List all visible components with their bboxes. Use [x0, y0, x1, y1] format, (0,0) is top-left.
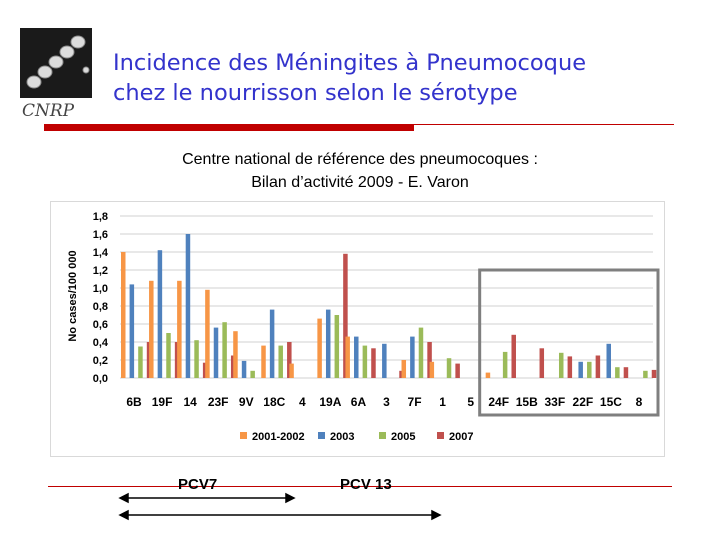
bar-18C-2005: [278, 346, 283, 378]
bar-22F-2003: [578, 362, 583, 378]
title-underline-thin: [414, 124, 674, 125]
y-tick-label: 1,2: [92, 265, 108, 277]
bar-23F-2005: [222, 322, 227, 378]
legend-swatch-2005: [379, 432, 386, 439]
bar-15C-2003: [606, 344, 611, 378]
y-tick-label: 1,4: [92, 247, 108, 259]
x-tick-label: 15C: [599, 395, 622, 409]
cnrp-logo: [20, 28, 92, 120]
y-tick-label: 0,4: [92, 337, 108, 349]
bar-33F-2007: [568, 356, 573, 378]
bar-7F-2001-2002: [402, 360, 407, 378]
slide-subtitle: [100, 148, 620, 194]
x-tick-label: 33F: [544, 395, 566, 409]
pcv7-arrow-right-head: [286, 494, 294, 502]
legend-swatch-2007: [437, 432, 444, 439]
bar-14-2003: [186, 234, 191, 378]
bar-9V-2005: [250, 371, 255, 378]
pcv13-arrow-left-head: [120, 511, 128, 519]
bar-24F-2001-2002: [486, 373, 491, 378]
legend-swatch-2001-2002: [240, 432, 247, 439]
x-tick-label: 23F: [207, 395, 229, 409]
chart-frame: [51, 202, 665, 457]
pcv13-label: PCV 13: [340, 476, 392, 493]
bar-9V-2003: [242, 361, 247, 378]
x-tick-label: 6A: [350, 395, 367, 409]
x-tick-label: 24F: [488, 395, 510, 409]
bar-6A-2005: [363, 346, 368, 378]
legend-label: 2007: [449, 431, 474, 443]
slide-title: [113, 48, 713, 108]
title-underline: [44, 124, 414, 131]
pcv7-label: PCV7: [178, 476, 218, 493]
y-axis-label: No cases/100 000: [67, 250, 79, 342]
bar-19A-2005: [335, 315, 340, 378]
bar-15B-2007: [540, 348, 545, 378]
bar-3-2003: [382, 344, 387, 378]
vaccine-coverage-arrows: [110, 488, 450, 524]
bar-19F-2003: [158, 250, 163, 378]
y-tick-label: 1,8: [92, 211, 108, 223]
bar-7F-2005: [419, 328, 424, 378]
x-tick-label: 1: [439, 395, 446, 409]
x-tick-label: 19A: [319, 395, 342, 409]
subtitle-line-1: Centre national de référence des pneumocoques :: [182, 151, 538, 168]
pcv7-arrow-left-head: [120, 494, 128, 502]
bar-6A-2001-2002: [345, 337, 350, 378]
bar-23F-2001-2002: [205, 290, 210, 378]
x-tick-label: 4: [298, 395, 306, 409]
bar-4-2001-2002: [289, 364, 294, 378]
bar-24F-2007: [511, 335, 516, 378]
bar-15C-2005: [615, 367, 620, 378]
bar-14-2005: [194, 340, 199, 378]
bar-15C-2007: [624, 367, 629, 378]
bar-22F-2007: [596, 356, 601, 379]
bar-6B-2005: [138, 347, 143, 379]
bar-19A-2001-2002: [317, 319, 322, 378]
x-tick-label: 14: [183, 395, 197, 409]
y-tick-label: 0,0: [92, 373, 108, 385]
bar-7F-2003: [410, 337, 415, 378]
x-tick-label: 9V: [238, 395, 254, 409]
bar-18C-2001-2002: [261, 346, 266, 378]
legend-label: 2003: [330, 431, 355, 443]
bar-9V-2001-2002: [233, 331, 238, 378]
title-line-1: Incidence des Méningites à Pneumocoque: [113, 50, 587, 76]
legend-label: 2001-2002: [252, 431, 305, 443]
logo-text: CNRP: [22, 101, 75, 120]
bar-19F-2001-2002: [149, 281, 154, 378]
bar-6B-2003: [130, 284, 135, 378]
legend-swatch-2003: [318, 432, 325, 439]
bar-1-2007: [455, 364, 460, 378]
bar-19A-2003: [326, 310, 331, 378]
pcv13-arrow-right-head: [432, 511, 440, 519]
title-line-2: chez le nourrisson selon le sérotype: [113, 80, 518, 106]
bar-14-2001-2002: [177, 281, 182, 378]
bar-19F-2005: [166, 333, 171, 378]
y-tick-label: 1,0: [92, 283, 108, 295]
x-tick-label: 15B: [515, 395, 538, 409]
bar-6A-2007: [371, 348, 376, 378]
bar-24F-2005: [503, 352, 508, 378]
bar-8-2005: [643, 371, 648, 378]
y-tick-label: 0,2: [92, 355, 108, 367]
x-tick-label: 5: [467, 395, 475, 409]
bar-23F-2003: [214, 328, 219, 378]
bar-6B-2001-2002: [121, 252, 126, 378]
x-tick-label: 8: [635, 395, 643, 409]
x-tick-label: 18C: [263, 395, 286, 409]
bar-1-2001-2002: [430, 362, 435, 378]
subtitle-line-2: Bilan d’activité 2009 - E. Varon: [251, 174, 469, 191]
bar-33F-2005: [559, 353, 564, 378]
y-tick-label: 0,6: [92, 319, 108, 331]
x-tick-label: 19F: [151, 395, 173, 409]
serotype-bar-chart: [50, 201, 665, 457]
bar-1-2005: [447, 358, 452, 378]
bar-22F-2005: [587, 362, 592, 378]
x-tick-label: 3: [383, 395, 390, 409]
bar-18C-2003: [270, 310, 275, 378]
y-tick-label: 1,6: [92, 229, 108, 241]
x-tick-label: 22F: [572, 395, 594, 409]
bar-8-2007: [652, 370, 657, 378]
x-tick-label: 6B: [126, 395, 142, 409]
legend-label: 2005: [391, 431, 416, 443]
y-tick-label: 0,8: [92, 301, 108, 313]
bar-6A-2003: [354, 337, 359, 378]
x-tick-label: 7F: [407, 395, 422, 409]
